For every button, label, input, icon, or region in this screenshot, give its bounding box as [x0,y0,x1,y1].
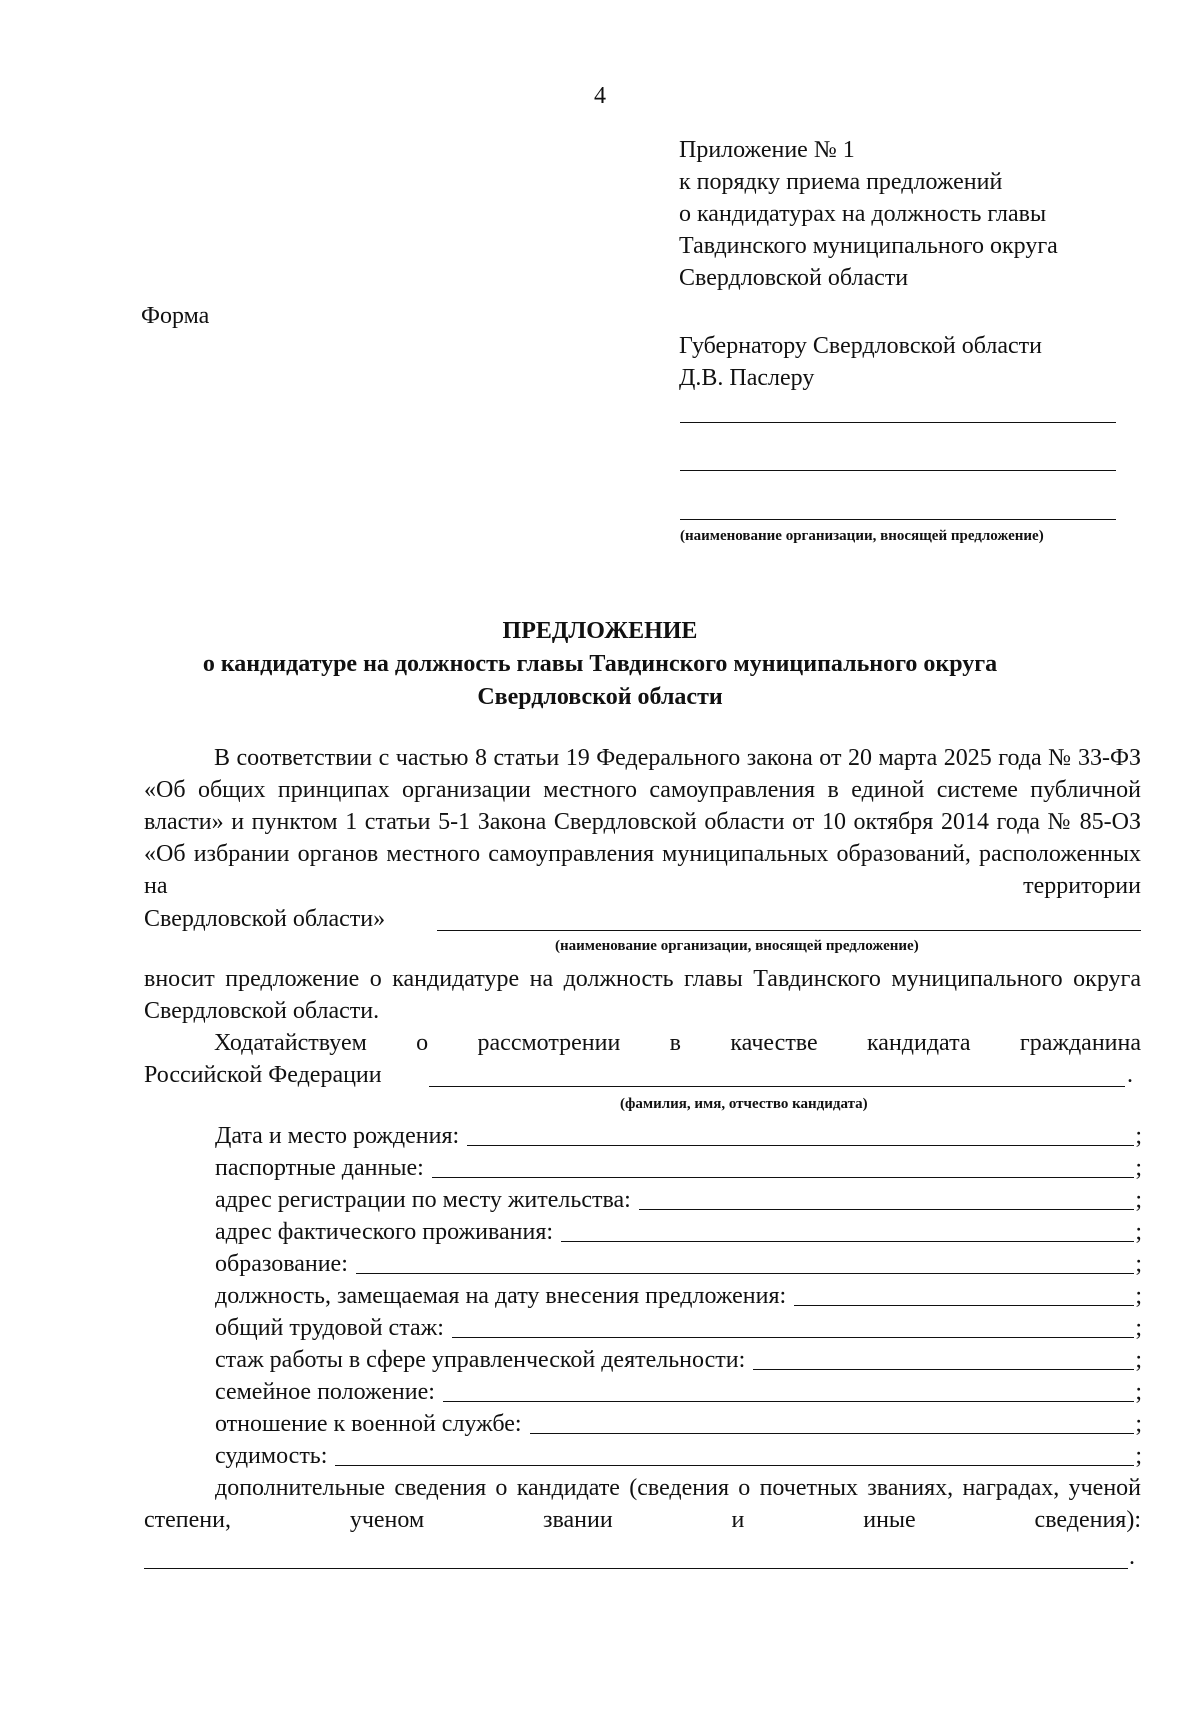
field-end: ; [1135,1347,1142,1373]
petition-line2: Российской Федерации [144,1062,382,1088]
blank-line[interactable] [530,1433,1135,1434]
blank-line[interactable] [443,1401,1134,1402]
field-end: ; [1135,1155,1142,1181]
appendix-line: Свердловской области [679,265,909,291]
appendix-line: о кандидатурах на должность главы [679,201,1047,227]
field-label: стаж работы в сфере управленческой деятельности: [215,1347,746,1373]
field-end: ; [1135,1123,1142,1149]
blank-line[interactable] [452,1337,1134,1338]
document-subtitle: о кандидатуре на должность главы Тавдинского муниципального округа [202,651,998,677]
field-management-experience[interactable] [215,1344,1142,1376]
blank-line[interactable] [753,1369,1134,1370]
field-label: общий трудовой стаж: [215,1315,444,1341]
field-end: ; [1135,1443,1142,1469]
candidate-name-blank[interactable] [429,1086,1125,1087]
field-birth[interactable] [215,1120,1142,1152]
document-subtitle: Свердловской области [477,684,723,710]
petition-end: . [1127,1062,1133,1088]
appendix-line: к порядку приема предложений [679,169,1003,195]
field-position[interactable] [215,1280,1142,1312]
field-end: ; [1135,1251,1142,1277]
appendix-header [679,134,1058,294]
field-label: образование: [215,1251,348,1277]
field-end: ; [1135,1379,1142,1405]
field-end: ; [1135,1283,1142,1309]
field-label: адрес фактического проживания: [215,1219,554,1245]
submits-paragraph: вносит предложение о кандидатуре на должность главы Тавдинского муниципального округа Свердловской области. [144,966,1141,1024]
addressee-line: Губернатору Свердловской области [679,333,1042,359]
intro-last-line: Свердловской области» [144,906,386,932]
field-end: ; [1135,1411,1142,1437]
org-blank-line[interactable] [680,519,1116,520]
field-end: ; [1135,1187,1142,1213]
blank-line[interactable] [432,1177,1135,1178]
page-number: 4 [594,83,606,109]
intro-caption: (наименование организации, вносящей предложение) [555,938,919,954]
field-label: Дата и место рождения: [215,1123,460,1149]
field-marital-status[interactable] [215,1376,1142,1408]
field-work-experience[interactable] [215,1312,1142,1344]
blank-line[interactable] [356,1273,1134,1274]
field-actual-address[interactable] [215,1216,1142,1248]
additional-info-paragraph: дополнительные сведения о кандидате (сведения о почетных званиях, наградах, ученой степени, ученом звании и иные сведения): [144,1475,1141,1533]
blank-line[interactable] [467,1145,1134,1146]
addressee [679,330,1042,394]
field-passport[interactable] [215,1152,1142,1184]
org-name-blank[interactable] [437,930,1141,931]
blank-line[interactable] [639,1209,1135,1210]
candidate-caption: (фамилия, имя, отчество кандидата) [620,1096,868,1112]
org-blank-line[interactable] [680,422,1116,423]
org-blank-line[interactable] [680,470,1116,471]
document-title: ПРЕДЛОЖЕНИЕ [502,618,698,644]
field-criminal-record[interactable] [215,1440,1142,1472]
blank-line[interactable] [561,1241,1134,1242]
field-label: адрес регистрации по месту жительства: [215,1187,631,1213]
appendix-line: Приложение № 1 [679,137,855,163]
field-end: ; [1135,1219,1142,1245]
blank-line[interactable] [794,1305,1134,1306]
org-caption: (наименование организации, вносящей предложение) [680,528,1044,544]
field-label: паспортные данные: [215,1155,424,1181]
additional-info-blank[interactable] [144,1568,1128,1569]
intro-paragraph: В соответствии с частью 8 статьи 19 Федерального закона от 20 марта 2025 года № 33-ФЗ «Об общих принципах организации местного самоуправления в единой системе публичной власти» и пунктом 1 статьи 5-1 Закона Свердловской области от 10 октября 2014 года № 85-ОЗ «Об избрании органов местного самоуправления муниципальных образований, расположенных на территории [144,745,1141,899]
final-end: . [1129,1544,1135,1570]
form-label: Форма [141,303,210,329]
petition-line: Ходатайствуем о рассмотрении в качестве кандидата гражданина [214,1030,1141,1056]
field-education[interactable] [215,1248,1142,1280]
field-label: отношение к военной службе: [215,1411,522,1437]
blank-line[interactable] [335,1465,1134,1466]
field-label: судимость: [215,1443,328,1469]
field-label: должность, замещаемая на дату внесения предложения: [215,1283,787,1309]
field-military-service[interactable] [215,1408,1142,1440]
addressee-line: Д.В. Паслеру [679,365,815,391]
field-end: ; [1135,1315,1142,1341]
appendix-line: Тавдинского муниципального округа [679,233,1058,259]
field-registration-address[interactable] [215,1184,1142,1216]
field-label: семейное положение: [215,1379,435,1405]
